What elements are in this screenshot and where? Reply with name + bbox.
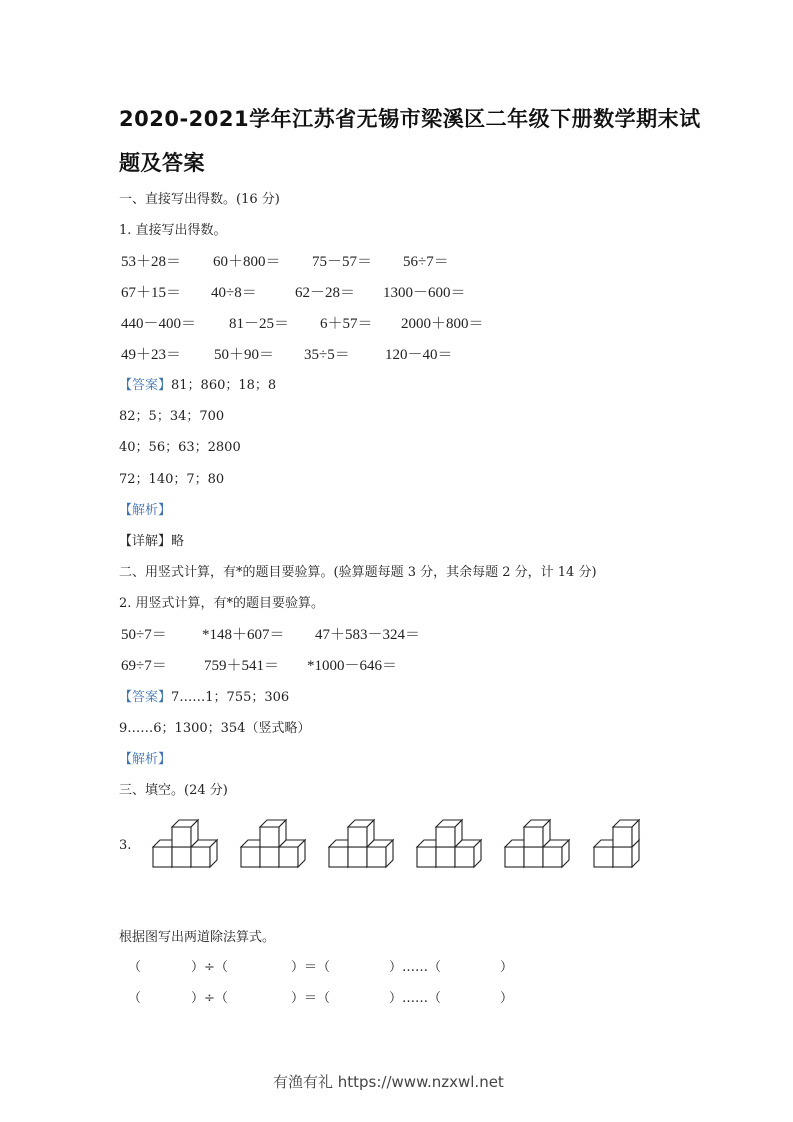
blank-paren: ）÷（	[191, 991, 228, 1006]
equation: 40÷8＝	[211, 285, 257, 301]
section1-heading: 一、直接写出得数。(16 分)	[119, 192, 280, 207]
blank-paren: ）	[500, 960, 514, 975]
cube-figure	[153, 820, 217, 867]
footer-watermark: 有渔有礼 https://www.nzxwl.net	[273, 1073, 504, 1091]
answer-text: 81；860；18；8	[171, 378, 277, 393]
question2-prompt: 2. 用竖式计算，有*的题目要验算。	[119, 596, 325, 611]
equation: 47＋583－324＝	[315, 627, 421, 643]
answer-line-2: 82；5；34；700	[119, 409, 225, 424]
blank-paren: （	[128, 960, 142, 975]
blank-paren: ）÷（	[191, 960, 228, 975]
equation: 53＋28＝	[121, 254, 182, 270]
equation: 50＋90＝	[214, 347, 275, 363]
analysis-tag: 【解析】	[119, 503, 172, 518]
equation: 75－57＝	[312, 254, 373, 270]
equation: 60＋800＝	[213, 254, 281, 270]
equation: 2000＋800＝	[401, 316, 484, 332]
equation: 120－40＝	[385, 347, 453, 363]
blank-paren: ）	[500, 991, 514, 1006]
cube-figure	[329, 820, 393, 867]
question3-number: 3.	[119, 838, 132, 853]
blank-paren: ）……（	[389, 960, 442, 975]
answer-tag: 【答案】	[119, 690, 172, 705]
equation: 49＋23＝	[121, 347, 182, 363]
document-title-line1: 2020-2021学年江苏省无锡市梁溪区二年级下册数学期末试	[119, 107, 701, 131]
answer-line-4: 72；140；7；80	[119, 472, 225, 487]
analysis-tag: 【解析】	[119, 752, 172, 767]
equation: 62－28＝	[295, 285, 356, 301]
blank-paren: （	[128, 991, 142, 1006]
section3-heading: 三、填空。(24 分)	[119, 783, 228, 798]
cube-figure	[417, 820, 481, 867]
equation: 69÷7＝	[121, 658, 167, 674]
answer-line-1	[119, 374, 276, 393]
equation: 81－25＝	[229, 316, 290, 332]
equation: 67＋15＝	[121, 285, 182, 301]
blank-paren: ）＝（	[291, 960, 331, 975]
detail-line	[119, 530, 184, 549]
answer-line-2: 9……6；1300；354（竖式略）	[119, 721, 311, 736]
equation: 6＋57＝	[320, 316, 373, 332]
answer-tag: 【答案】	[119, 378, 172, 393]
detail-tag: 【详解】	[119, 534, 172, 549]
equation: 759＋541＝	[204, 658, 280, 674]
answer-line-1	[119, 686, 289, 705]
equation: 1300－600＝	[383, 285, 466, 301]
question3-instruction: 根据图写出两道除法算式。	[119, 930, 276, 945]
question1-prompt: 1. 直接写出得数。	[119, 223, 227, 238]
blank-paren: ）＝（	[291, 991, 331, 1006]
equation: *148＋607＝	[202, 627, 285, 643]
cube-figure	[594, 820, 639, 867]
detail-text: 略	[171, 534, 185, 549]
answer-line-3: 40；56；63；2800	[119, 440, 241, 455]
section2-heading: 二、用竖式计算，有*的题目要验算。(验算题每题 3 分，其余每题 2 分，计 14 分)	[119, 565, 597, 580]
answer-text: 7……1；755；306	[171, 690, 290, 705]
equation: 50÷7＝	[121, 627, 167, 643]
blank-paren: ）……（	[389, 991, 442, 1006]
document-title-line2: 题及答案	[119, 151, 205, 175]
equation: 35÷5＝	[304, 347, 350, 363]
equation: 56÷7＝	[403, 254, 449, 270]
cube-figures	[145, 815, 650, 875]
equation: *1000－646＝	[307, 658, 398, 674]
cube-figure	[241, 820, 305, 867]
equation: 440－400＝	[121, 316, 197, 332]
cube-figure	[505, 820, 569, 867]
